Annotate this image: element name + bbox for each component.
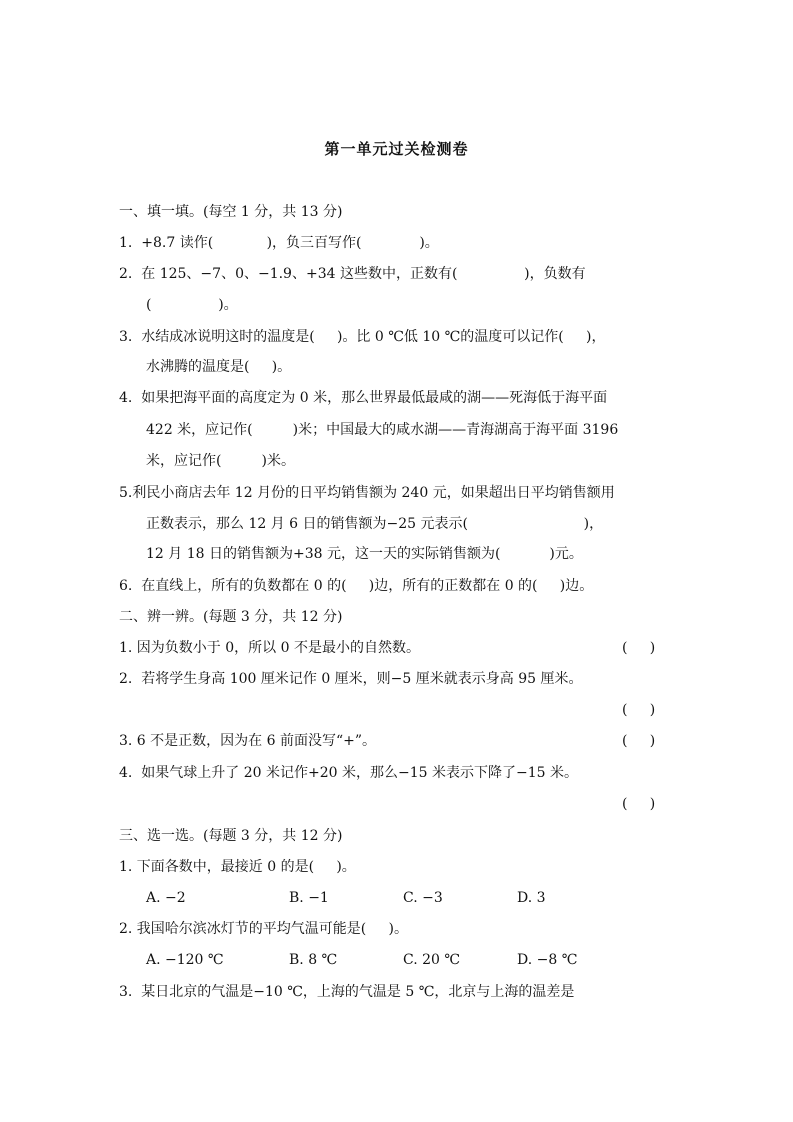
answer-blank: ( )	[622, 702, 656, 718]
question-1-1: 1. +8.7 读作( )，负三百写作( )。	[119, 235, 439, 251]
question-1-2: 2. 在 125、−7、0、−1.9、+34 这些数中，正数有( )，负数有	[119, 266, 586, 282]
question-1-4-cont2: 米，应记作( )米。	[146, 453, 295, 469]
question-3-2: 2. 我国哈尔滨冰灯节的平均气温可能是( )。	[119, 921, 408, 937]
question-1-4-cont1: 422 米，应记作( )米；中国最大的咸水湖——青海湖高于海平面 3196	[146, 422, 619, 438]
question-1-5-cont2: 12 月 18 日的销售额为+38 元，这一天的实际销售额为( )元。	[146, 546, 583, 562]
answer-blank: ( )	[622, 640, 656, 656]
option-b: B. −1	[289, 890, 329, 906]
question-1-3-cont: 水沸腾的温度是( )。	[146, 359, 292, 375]
option-a: A. −2	[146, 890, 186, 906]
option-d: D. −8 ℃	[517, 952, 578, 968]
page-title: 第一单元过关检测卷	[324, 140, 469, 158]
question-1-5-cont1: 正数表示，那么 12 月 6 日的销售额为−25 元表示( )，	[146, 516, 604, 532]
question-1-6: 6. 在直线上，所有的负数都在 0 的( )边，所有的正数都在 0 的( )边。	[119, 578, 594, 594]
question-1-3: 3. 水结成冰说明这时的温度是( )。比 0 ℃低 10 ℃的温度可以记作( )，	[119, 329, 606, 345]
answer-blank: ( )	[622, 796, 656, 812]
section1-heading: 一、填一填。(每空 1 分，共 13 分)	[119, 204, 343, 220]
option-a: A. −120 ℃	[146, 952, 224, 968]
question-3-3: 3. 某日北京的气温是−10 ℃，上海的气温是 5 ℃，北京与上海的温差是	[119, 984, 575, 1000]
question-1-4: 4. 如果把海平面的高度定为 0 米，那么世界最低最咸的湖——死海低于海平面	[119, 390, 608, 406]
question-1-5: 5.利民小商店去年 12 月份的日平均销售额为 240 元，如果超出日平均销售额用	[119, 485, 615, 501]
option-b: B. 8 ℃	[289, 952, 338, 968]
option-c: C. −3	[403, 890, 443, 906]
question-3-1: 1. 下面各数中，最接近 0 的是( )。	[119, 859, 356, 875]
option-d: D. 3	[517, 890, 546, 906]
question-2-3: 3. 6 不是正数，因为在 6 前面没写“+”。	[119, 733, 377, 749]
option-c: C. 20 ℃	[403, 952, 461, 968]
section2-heading: 二、辨一辨。(每题 3 分，共 12 分)	[119, 609, 343, 625]
answer-blank: ( )	[622, 733, 656, 749]
question-2-4: 4. 如果气球上升了 20 米记作+20 米，那么−15 米表示下降了−15 米。	[119, 765, 578, 781]
question-2-1: 1. 因为负数小于 0，所以 0 不是最小的自然数。	[119, 640, 420, 656]
section3-heading: 三、选一选。(每题 3 分，共 12 分)	[119, 828, 343, 844]
question-1-2-cont: ( )。	[146, 297, 238, 313]
question-2-2: 2. 若将学生身高 100 厘米记作 0 厘米，则−5 厘米就表示身高 95 厘米。	[119, 671, 583, 687]
